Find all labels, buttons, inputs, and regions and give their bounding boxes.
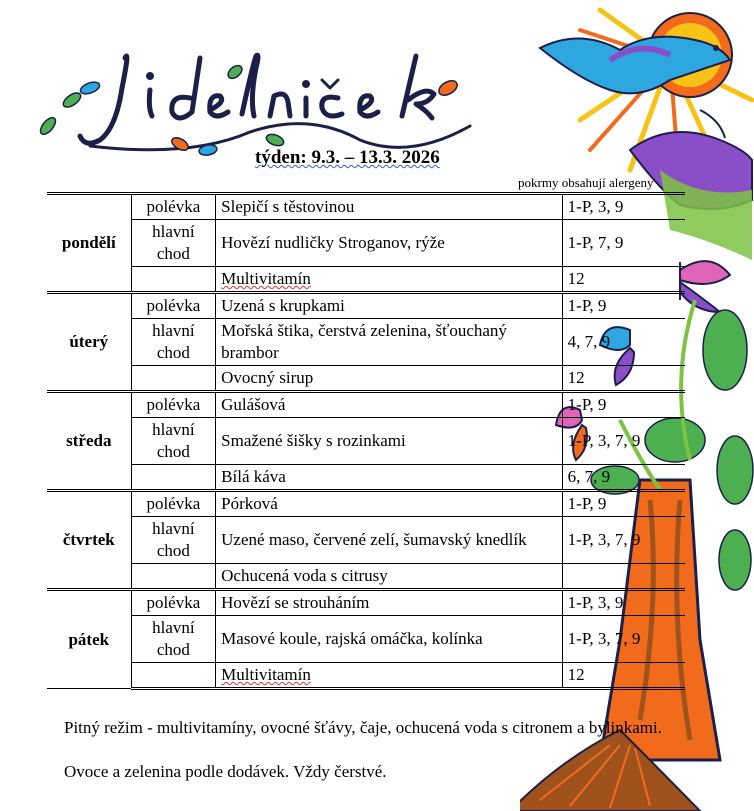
table-row (47, 564, 685, 590)
course-type: polévka (131, 392, 216, 418)
course-type (131, 267, 216, 293)
day-name: středa (47, 392, 131, 491)
allergen-codes: 1-P, 9 (562, 293, 685, 319)
dish-name: Hovězí nudličky Stroganov, rýže (216, 220, 563, 267)
footer-notes (64, 717, 664, 805)
table-row (47, 663, 685, 689)
dish-name: Ochucená voda s citrusy (216, 564, 563, 590)
allergen-note: pokrmy obsahují alergeny (518, 175, 654, 190)
day-name: pátek (47, 590, 131, 689)
day-name: čtvrtek (47, 491, 131, 590)
dish-name: Ovocný sirup (216, 366, 563, 392)
allergen-codes: 12 (562, 267, 685, 293)
dish-name: Gulášová (216, 392, 563, 418)
dish-name: Masové koule, rajská omáčka, kolínka (216, 616, 563, 663)
course-type: polévka (131, 194, 216, 220)
week-range: týden: 9.3. – 13.3. 2026 (255, 147, 440, 168)
course-type: hlavní chod (131, 319, 216, 366)
allergen-codes: 1-P, 3, 7, 9 (562, 517, 685, 564)
allergen-codes: 1-P, 3, 9 (562, 194, 685, 220)
allergen-codes: 1-P, 3, 7, 9 (562, 418, 685, 465)
dish-name: Mořská štika, čerstvá zelenina, šťouchaný brambor (216, 319, 563, 366)
table-row (47, 194, 685, 220)
table-row (47, 465, 685, 491)
course-type: hlavní chod (131, 418, 216, 465)
dish-name: Multivitamín (216, 267, 563, 293)
dish-name: Pórková (216, 491, 563, 517)
allergen-codes: 12 (562, 663, 685, 689)
allergen-codes: 12 (562, 366, 685, 392)
allergen-codes: 4, 7, 9 (562, 319, 685, 366)
dish-name: Uzené maso, červené zelí, šumavský knedlík (216, 517, 563, 564)
table-row (47, 366, 685, 392)
course-type (131, 465, 216, 491)
drinks-note: Pitný režim - multivitamíny, ovocné šťávy, čaje, ochucená voda s citronem a bylinkami. (64, 718, 663, 737)
table-row (47, 319, 685, 366)
course-type: hlavní chod (131, 616, 216, 663)
course-type: hlavní chod (131, 517, 216, 564)
table-row (47, 293, 685, 319)
table-row (47, 590, 685, 616)
day-name: úterý (47, 293, 131, 392)
course-type (131, 366, 216, 392)
table-row (47, 267, 685, 293)
table-row (47, 616, 685, 663)
allergen-codes: 1-P, 7, 9 (562, 220, 685, 267)
table-row (47, 418, 685, 465)
allergen-codes: 1-P, 9 (562, 392, 685, 418)
dish-name: Hovězí se strouháním (216, 590, 563, 616)
dish-name: Bílá káva (216, 465, 563, 491)
course-type: polévka (131, 491, 216, 517)
allergen-codes: 6, 7, 9 (562, 465, 685, 491)
table-row (47, 220, 685, 267)
table-row (47, 517, 685, 564)
course-type (131, 564, 216, 590)
weekly-menu-table (47, 192, 685, 690)
allergen-codes: 1-P, 9 (562, 491, 685, 517)
allergen-codes: 1-P, 3, 7, 9 (562, 616, 685, 663)
table-row (47, 491, 685, 517)
dish-name: Smažené šišky s rozinkami (216, 418, 563, 465)
course-type: polévka (131, 293, 216, 319)
day-name: pondělí (47, 194, 131, 293)
dish-name: Uzená s krupkami (216, 293, 563, 319)
dish-name: Multivitamín (216, 663, 563, 689)
dish-name: Slepičí s těstovinou (216, 194, 563, 220)
table-row (47, 392, 685, 418)
allergen-codes: 1-P, 3, 9 (562, 590, 685, 616)
course-type: polévka (131, 590, 216, 616)
course-type: hlavní chod (131, 220, 216, 267)
course-type (131, 663, 216, 689)
allergen-codes (562, 564, 685, 590)
fruit-note: Ovoce a zelenina podle dodávek. Vždy čerstvé. (64, 762, 387, 781)
